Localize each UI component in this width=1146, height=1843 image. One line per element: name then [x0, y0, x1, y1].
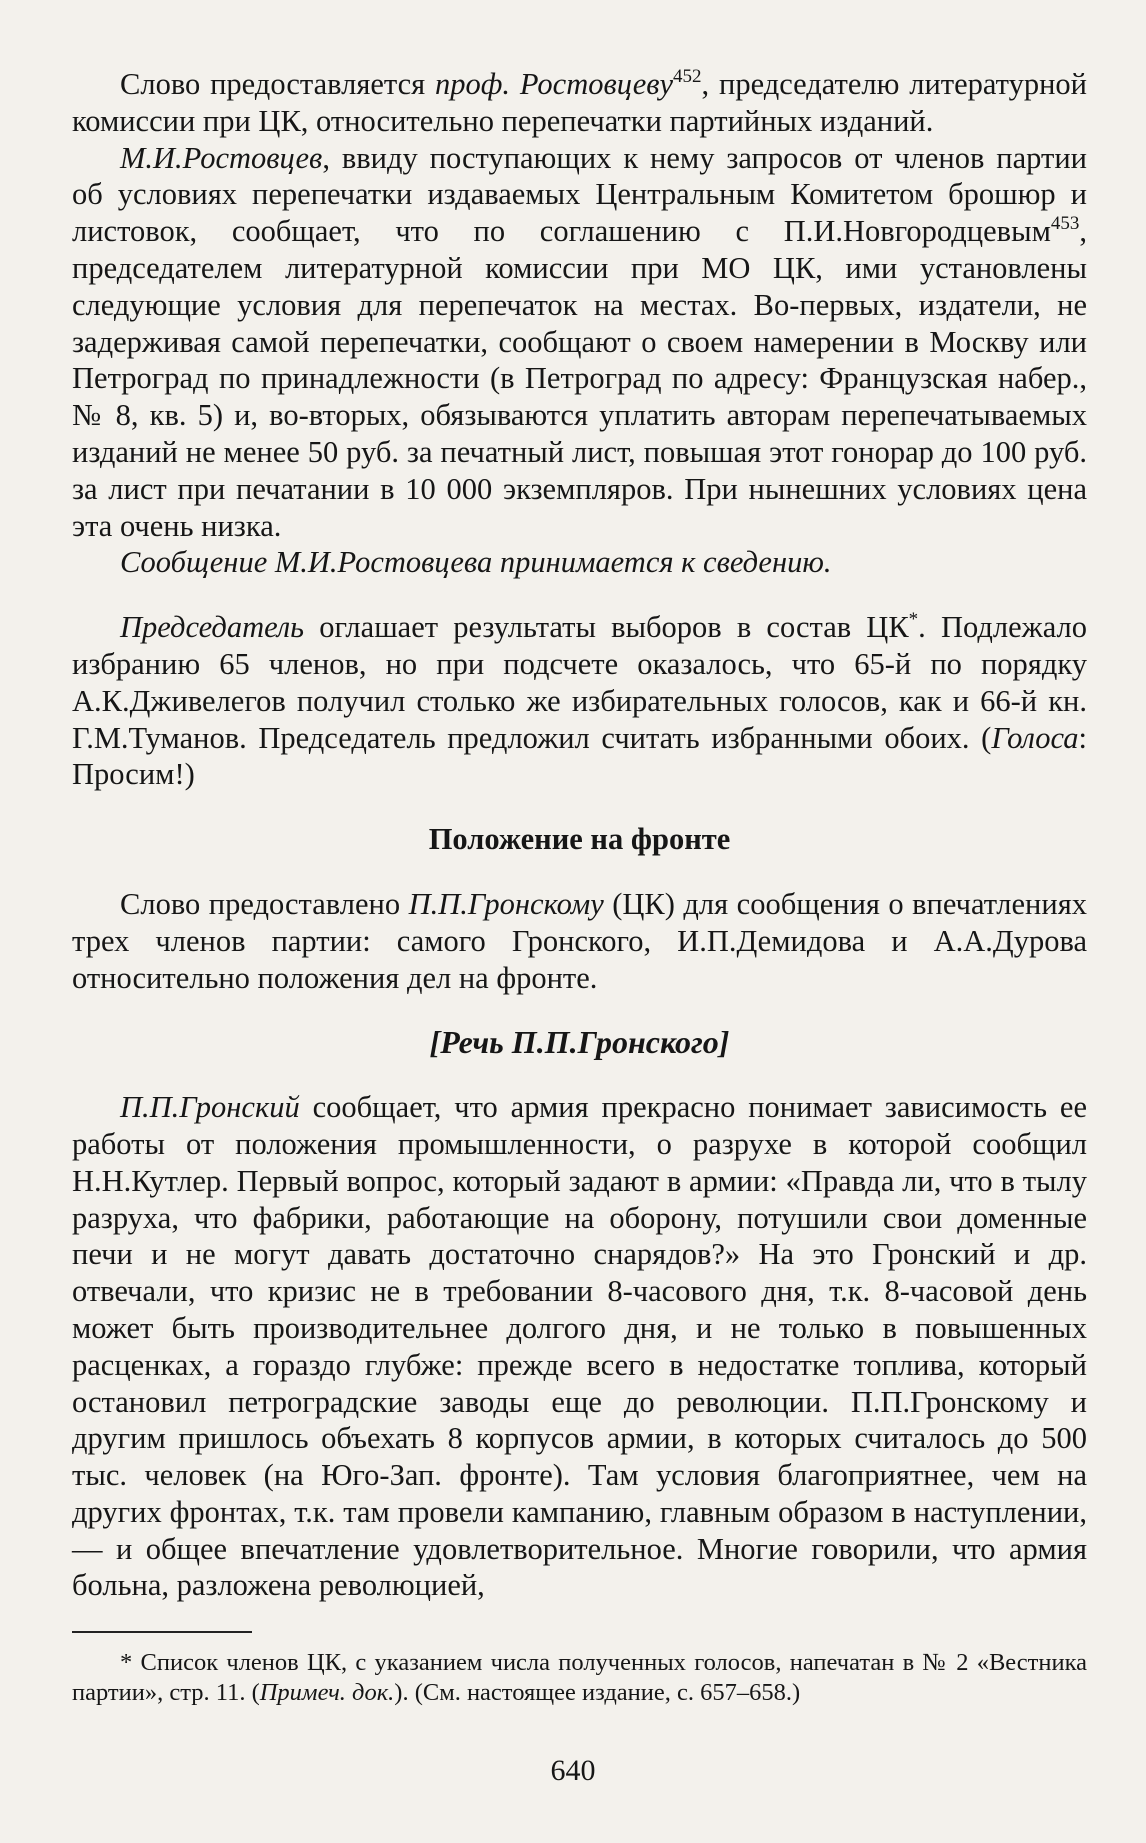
paragraph-gronsky-intro — [72, 886, 1087, 996]
footnote-ref: 453 — [1050, 213, 1080, 235]
section-heading: Положение на фронте — [428, 822, 731, 857]
text-run-italic: Голоса — [991, 720, 1079, 755]
text-run: . Подлежало избранию 65 членов, но при подсчете оказалось, что 65-й по порядку А.К.Дживелегов получил столько же избирательных голосов, как и 66-й кн. Г.М.Туманов. Председатель предложил считать избранными обоих. ( — [72, 610, 1087, 755]
speaker-name: Председатель — [120, 610, 305, 645]
text-run: , председателем литературной комиссии при МО ЦК, ими установлены следующие условия для перепечаток на местах. Во-первых, издатели, не задерживая самой перепечатки, сообщают о своем намерении в Москву или Петроград по принадлежности (в Петроград по адресу: Французская набер., № 8, кв. 5) и, во-вторых, обязываются уплатить авторам перепечатываемых изданий не менее 50 руб. за печатный лист, повышая этот гонорар до 100 руб. за лист при печатании в 10 000 экземпляров. При нынешних условиях цена эта очень низка. — [72, 214, 1087, 543]
speaker-name: П.П.Гронский — [120, 1090, 300, 1125]
body-text — [72, 66, 1087, 1604]
paragraph-notice: Сообщение М.И.Ростовцева принимается к сведению. — [120, 545, 832, 580]
text-run: сообщает, что армия прекрасно понимает зависимость ее работы от положения промышленности, о разрухе в которой сообщил Н.Н.Кутлер. Первый вопрос, который задают в армии: «Правда ли, что в тылу разруха, что фабрики, работающие на оборону, потушили свои доменные печи и не могут давать достаточно снарядов?» На это Гронский и др. отвечали, что кризис не в требовании 8-часового дня, т.к. 8-часовой день может быть производительнее долгого дня, и не только в повышенных расценках, а гораздо глубже: прежде всего в недостатке топлива, который остановил петроградские заводы еще до революции. П.П.Гронскому и другим пришлось объехать 8 корпусов армии, в которых считалось до 500 тыс. человек (на Юго-Зап. фронте). Там условия благоприятнее, чем на других фронтах, т.к. там провели кампанию, главным образом в наступлении, — и общее впечатление удовлетворительное. Многие говорили, что армия больна, разложена революцией, — [72, 1090, 1087, 1603]
footnote-ref: * — [908, 609, 919, 631]
paragraph-rostovtsev-intro — [72, 66, 1087, 140]
spacer — [72, 581, 1087, 609]
text-run: ). (См. настоящее издание, с. 657–658.) — [394, 1679, 801, 1706]
text-run: Слово предоставляется — [120, 67, 436, 101]
text-run: Список членов ЦК, с указанием числа полученных голосов, напечатан в № 2 «Вестника партии», стр. 11. ( — [72, 1649, 1087, 1706]
text-run-italic: Примеч. док. — [259, 1679, 395, 1706]
footnote-mark: * — [120, 1649, 133, 1676]
footnote-ref: 452 — [673, 66, 702, 87]
footnote-divider — [72, 1631, 252, 1633]
text-run: оглашает результаты выборов в состав ЦК — [304, 610, 909, 645]
speaker-name: П.П.Гронскому — [408, 886, 604, 921]
speaker-name: проф. Ростовцеву — [435, 67, 674, 101]
paragraph-rostovtsev-report — [72, 140, 1087, 545]
page-number: 640 — [550, 1754, 596, 1787]
text-run: Слово предоставлено — [120, 886, 409, 921]
speaker-name: М.И.Ростовцев — [120, 140, 323, 175]
paragraph-election-results — [72, 609, 1087, 793]
text-run: (ЦК) для сообщения о впечатлениях трех членов партии: самого Гронского, И.П.Демидова и А.А.Дурова относительно положения дел на фронте. — [72, 886, 1087, 995]
text-run: , ввиду поступающих к нему запросов от членов партии об условиях перепечатки издаваемых Центральным Комитетом брошюр и листовок, сообщает, что по соглашению с П.И.Новгородцевым — [72, 140, 1087, 249]
text-run: , председателю литературной комиссии при ЦК, относительно перепечатки партийных изданий. — [72, 67, 1087, 138]
footnote — [72, 1648, 1087, 1708]
paragraph-gronsky-speech — [72, 1089, 1087, 1604]
speech-heading: [Речь П.П.Гронского] — [429, 1024, 730, 1061]
text-run: : Просим!) — [72, 720, 1087, 792]
